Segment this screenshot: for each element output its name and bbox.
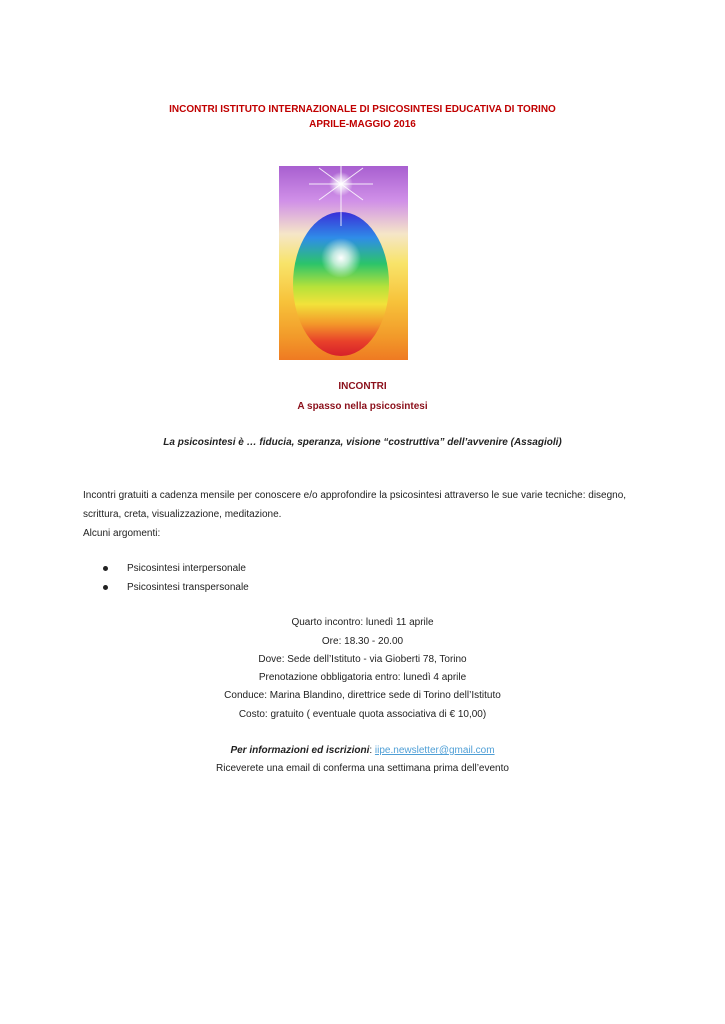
intro-line-1: Incontri gratuiti a cadenza mensile per conoscere e/o approfondire la psicosintesi attraverso le sue varie tecniche: disegno, [83, 490, 627, 501]
meeting-host: Conduce: Marina Blandino, direttrice sede di Torino dell’Istituto [224, 690, 501, 701]
booking-deadline: Prenotazione obbligatoria entro: lunedì 4 aprile [258, 672, 467, 683]
document-title: INCONTRI ISTITUTO INTERNAZIONALE DI PSICOSINTESI EDUCATIVA DI TORINO [169, 104, 556, 115]
intro-line-3: Alcuni argomenti: [83, 528, 161, 539]
section-heading: INCONTRI [338, 381, 387, 392]
topic-label: Psicosintesi transpersonale [127, 582, 249, 593]
email-link[interactable]: iipe.newsletter@gmail.com [374, 745, 495, 756]
meeting-location: Dove: Sede dell’Istituto - via Gioberti 78, Torino [258, 654, 467, 665]
meeting-date: Quarto incontro: lunedì 11 aprile [291, 617, 434, 628]
bullet-icon [103, 566, 108, 571]
meeting-cost: Costo: gratuito ( eventuale quota associativa di € 10,00) [238, 709, 487, 720]
intro-line-2: scrittura, creta, visualizzazione, meditazione. [83, 509, 282, 520]
bullet-icon [103, 585, 108, 590]
contact-line [0, 745, 725, 756]
intro-paragraph [83, 486, 643, 543]
topic-label: Psicosintesi interpersonale [127, 563, 246, 574]
section-subheading: A spasso nella psicosintesi [297, 401, 428, 412]
meeting-time: Ore: 18.30 - 20.00 [321, 636, 404, 647]
document-subtitle-date: APRILE-MAGGIO 2016 [309, 119, 416, 130]
contact-label: Per informazioni ed iscrizioni [230, 745, 370, 756]
contact-colon: : [369, 745, 373, 756]
assagioli-quote: La psicosintesi è … fiducia, speranza, visione “costruttiva” dell’avvenire (Assagioli) [163, 437, 562, 448]
rainbow-egg-image [279, 166, 408, 360]
confirmation-note: Riceverete una email di conferma una settimana prima dell’evento [216, 763, 509, 774]
